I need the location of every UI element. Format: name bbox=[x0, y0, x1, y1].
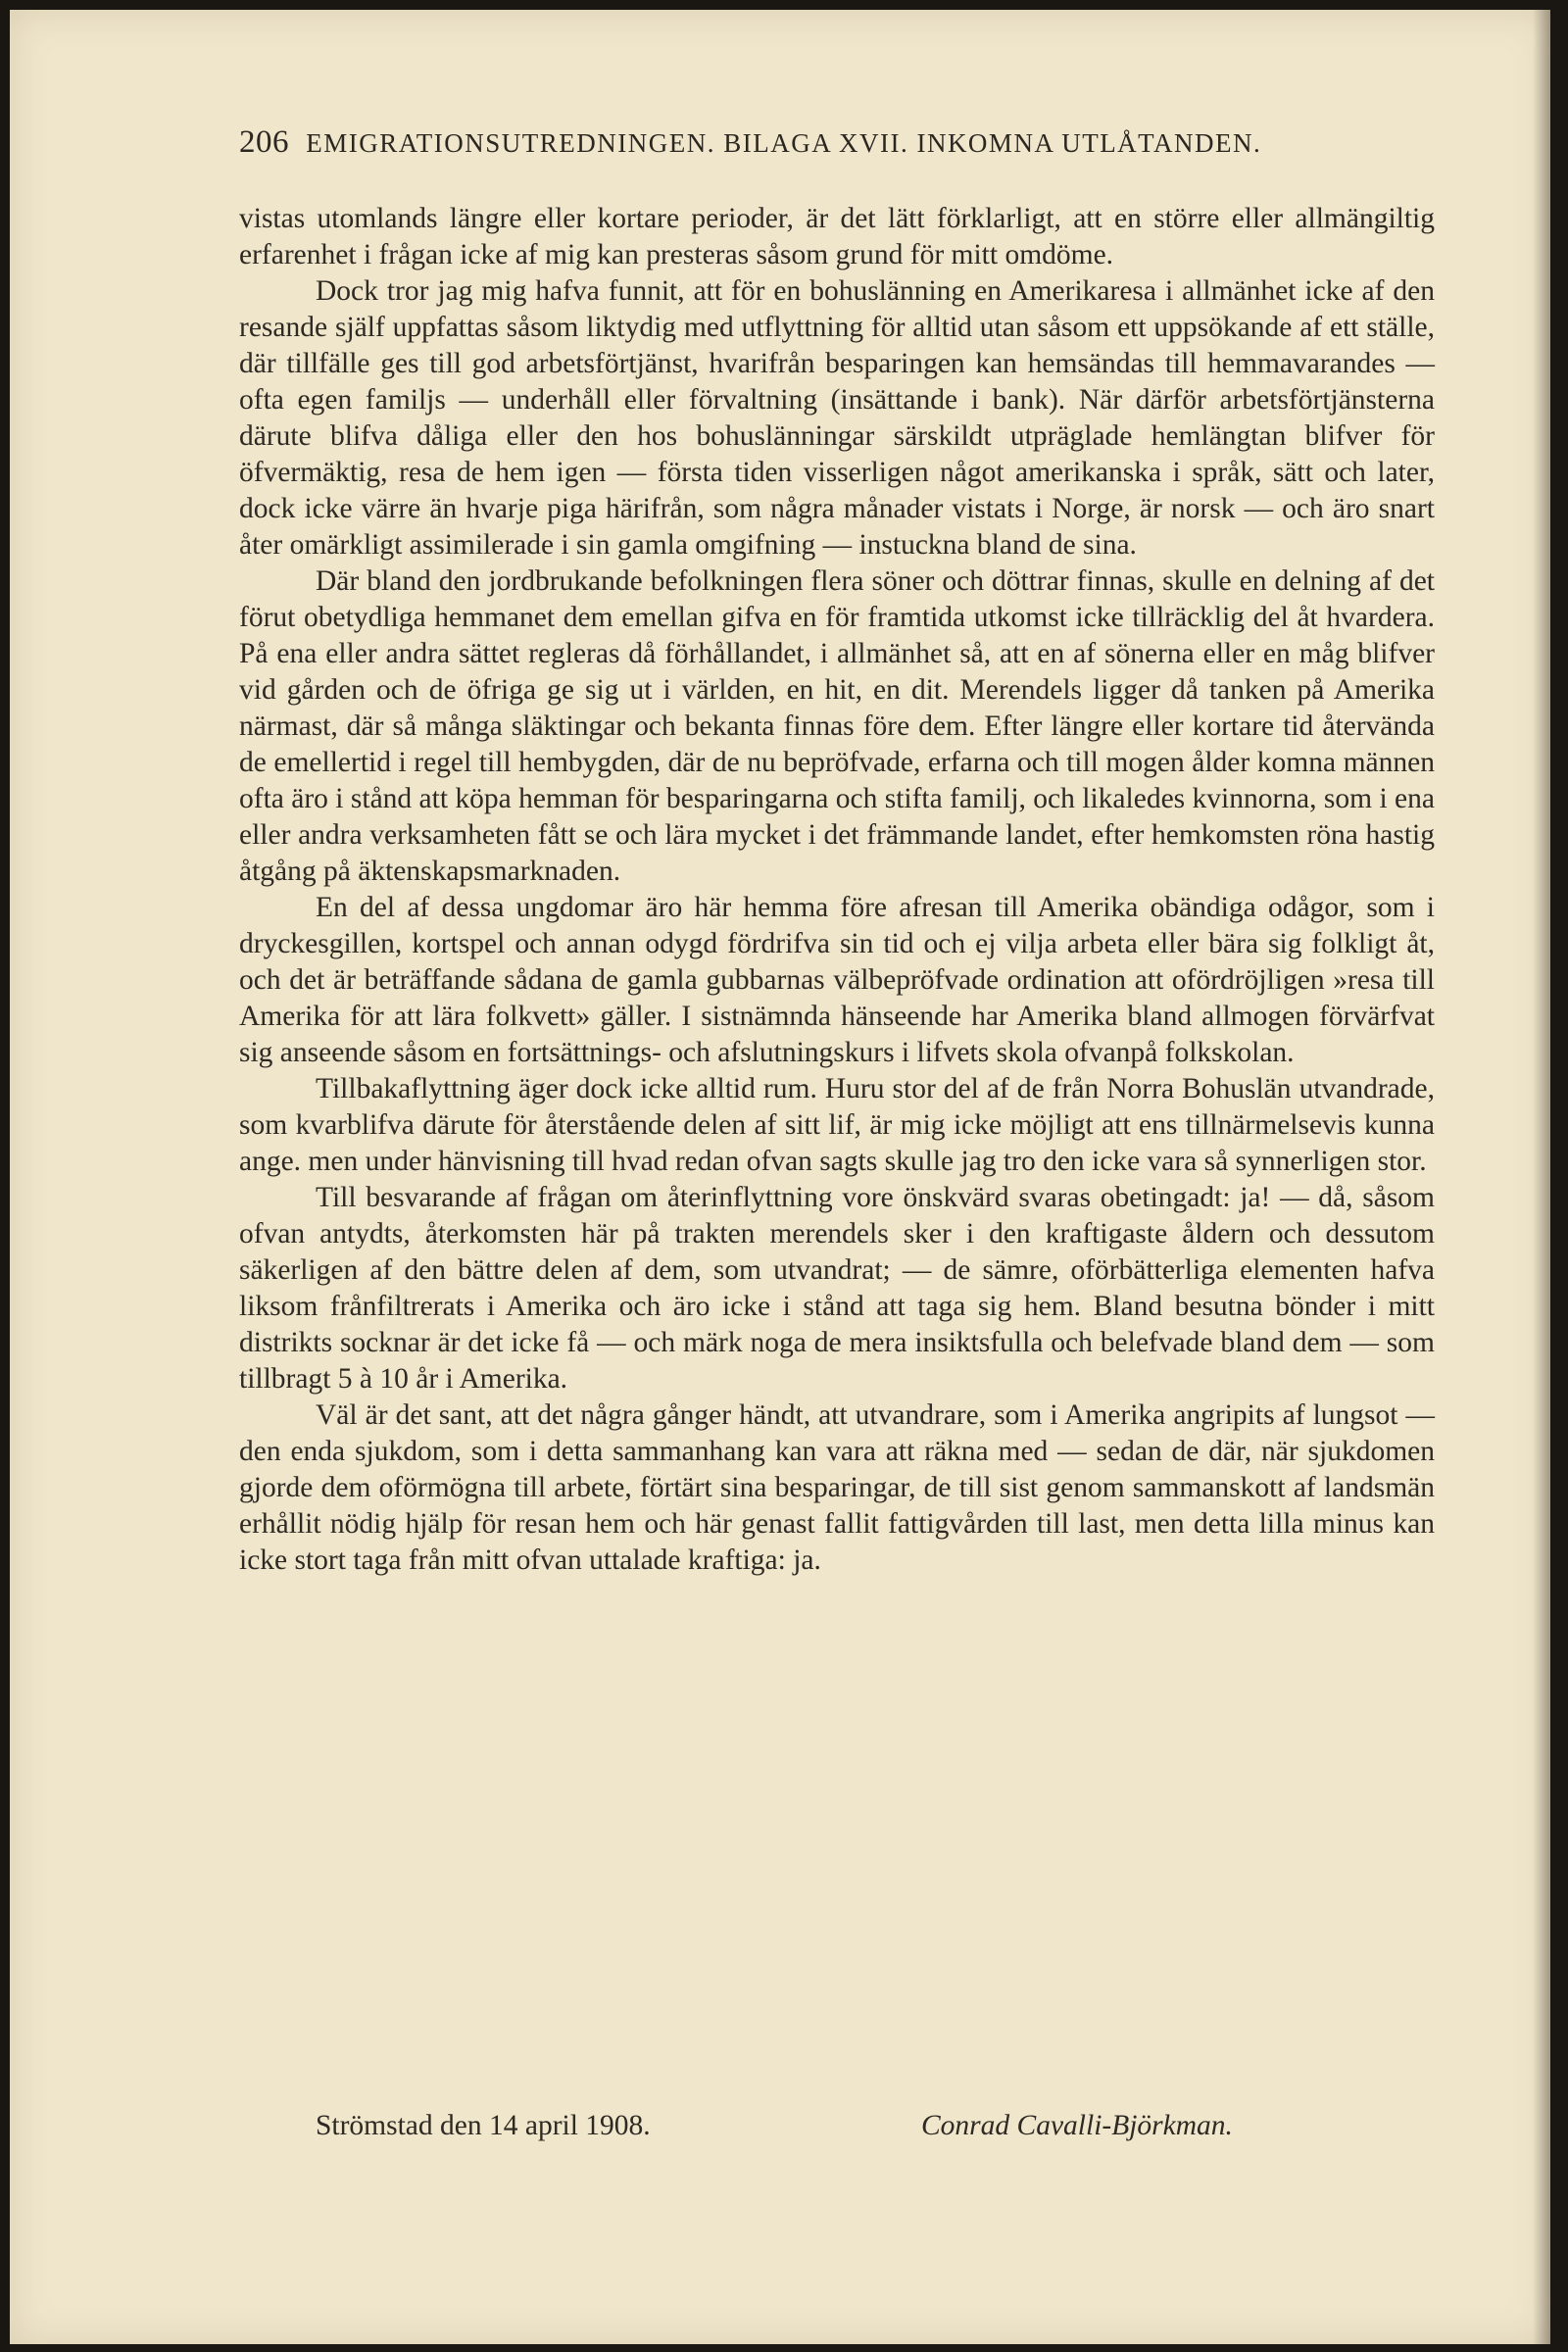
page-edge-shadow bbox=[1533, 10, 1550, 2344]
paragraph: Där bland den jordbrukande befolkningen flera söner och döttrar finnas, skulle en delning af det förut obetydliga hemmanet dem emellan gifva en för framtida utkomst icke tillräcklig del åt hvardera. På ena eller andra sättet regleras då förhållandet, i allmänhet så, att en af sönerna eller en måg blifver vid gården och de öfriga ge sig ut i världen, en hit, en dit. Merendels ligger då tanken på Amerika närmast, där så många släktingar och bekanta finnas före dem. Efter längre eller kortare tid återvända de emellertid i regel till hembygden, där de nu bepröfvade, erfarna och till mogen ålder komna männen ofta äro i stånd att köpa hemman för besparingarna och stifta familj, och likaledes kvinnorna, som i ena eller andra verksamheten fått se och lära mycket i det främmande landet, efter hemkomsten röna hastig åtgång på äktenskapsmarknaden. bbox=[239, 565, 1435, 887]
place-date: Strömstad den 14 april 1908. bbox=[316, 2110, 651, 2141]
signoff bbox=[316, 2108, 1433, 2144]
paragraph: Väl är det sant, att det några gånger händt, att utvandrare, som i Amerika angripits af lungsot — den enda sjukdom, som i detta sammanhang kan vara att räkna med — sedan de där, när sjukdomen gjorde dem oförmögna till arbete, förtärt sina besparingar, de till sist genom sammanskott af landsmän erhållit nödig hjälp för resan hem och här genast fallit fattigvården till last, men detta lilla minus kan icke stort taga från mitt ofvan uttalade kraftiga: ja. bbox=[239, 1399, 1435, 1576]
paragraph: Dock tror jag mig hafva funnit, att för en bohuslänning en Amerikaresa i allmänhet icke af den resande själf uppfattas såsom liktydig med utflyttning för alltid utan såsom ett uppsökande af ett ställe, där tillfälle ges till god arbetsförtjänst, hvarifrån besparingen kan hemsändas till hemmavarandes — ofta egen familjs — underhåll eller förvaltning (insättande i bank). När därför arbetsförtjänsterna därute blifva dåliga eller den hos bohuslänningar särskildt utpräglade hemlängtan blifver för öfvermäktig, resa de hem igen — första tiden visserligen något amerikanska i språk, sätt och later, dock icke värre än hvarje piga härifrån, som några månader vistats i Norge, är norsk — och äro snart åter omärkligt assimilerade i sin gamla omgifning — instuckna bland de sina. bbox=[239, 275, 1435, 561]
body-text bbox=[239, 201, 1435, 1579]
page-number: 206 bbox=[239, 124, 289, 160]
signature: Conrad Cavalli-Björkman. bbox=[921, 2110, 1233, 2141]
paragraph: En del af dessa ungdomar äro här hemma före afresan till Amerika obändiga odågor, som i dryckesgillen, kortspel och annan odygd fördrifva sin tid och ej vilja arbeta eller bära sig folkligt åt, och det är beträffande sådana de gamla gubbarnas välbepröfvade ordination att ofördröjligen »resa till Amerika för att lära folkvett» gäller. I sistnämnda hänseende har Amerika bland allmogen förvärfvat sig anseende såsom en fortsättnings- och afslutningskurs i lifvets skola ofvanpå folkskolan. bbox=[239, 892, 1435, 1068]
paragraph: Tillbakaflyttning äger dock icke alltid rum. Huru stor del af de från Norra Bohuslän utvandrade, som kvarblifva därute för återstående delen af sitt lif, är mig icke möjligt att ens tillnärmelsevis kunna ange. men under hänvisning till hvad redan ofvan sagts skulle jag tro den icke vara så synnerligen stor. bbox=[239, 1073, 1435, 1177]
paragraph: Till besvarande af frågan om återinflyttning vore önskvärd svaras obetingadt: ja! — då, såsom ofvan antydts, återkomsten här på trakten merendels sker i den kraftigaste åldern och dessutom säkerligen af den bättre delen af dem, som utvandrat; — de sämre, oförbätterliga elementen hafva liksom frånfiltrerats i Amerika och äro icke i stånd att taga sig hem. Bland besutna bönder i mitt distrikts socknar är det icke få — och märk noga de mera insiktsfulla och belefvade bland dem — som tillbragt 5 à 10 år i Amerika. bbox=[239, 1182, 1435, 1395]
page-header bbox=[239, 124, 1435, 161]
running-title: EMIGRATIONSUTREDNINGEN. BILAGA XVII. INKOMNA UTLÅTANDEN. bbox=[306, 128, 1262, 158]
document-page bbox=[10, 10, 1550, 2344]
paragraph: vistas utomlands längre eller kortare perioder, är det lätt förklarligt, att en större eller allmängiltig erfarenhet i frågan icke af mig kan presteras såsom grund för mitt omdöme. bbox=[239, 203, 1435, 270]
